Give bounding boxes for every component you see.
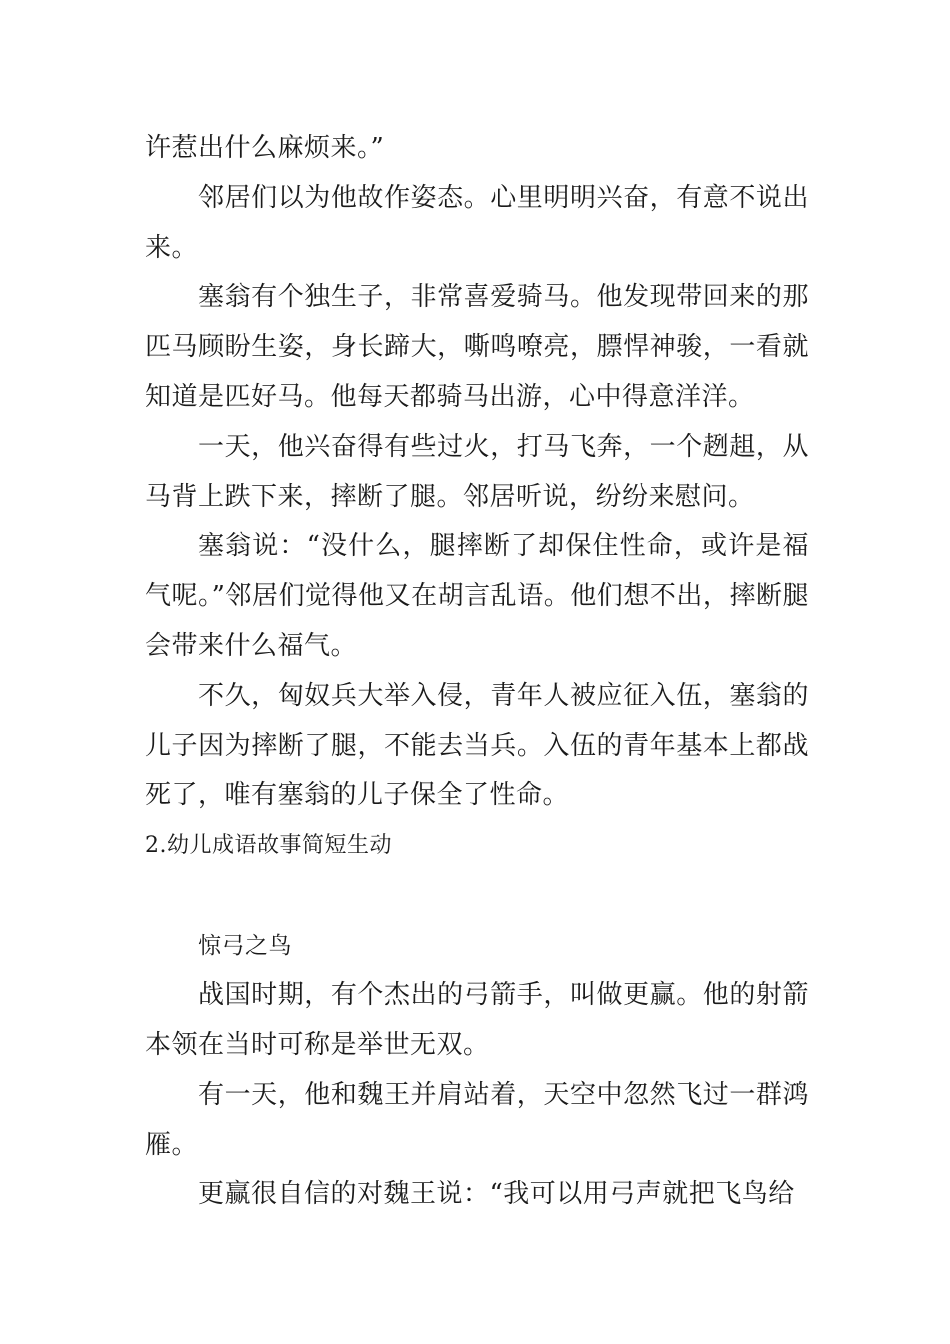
paragraph-fall-from-horse: 一天，他兴奋得有些过火，打马飞奔，一个趔趄，从马背上跌下来，摔断了腿。邻居听说，纷纷来慰问。 (145, 431, 809, 512)
paragraph-only-son-horse: 塞翁有个独生子，非常喜爱骑马。他发现带回来的那匹马顾盼生姿，身长蹄大，嘶鸣嘹亮，膘悍神骏，一看就知道是匹好马。他每天都骑马出游，心中得意洋洋。 (145, 282, 809, 412)
paragraph-geese-fly: 有一天，他和魏王并肩站着，天空中忽然飞过一群鸿雁。 (145, 1079, 809, 1160)
document-page (145, 124, 809, 1220)
paragraph-blessing-remark: 塞翁说：“没什么，腿摔断了却保住性命，或许是福气呢。”邻居们觉得他又在胡言乱语。他们想不出，摔断腿会带来什么福气。 (145, 531, 809, 661)
paragraph-confident-claim: 更赢很自信的对魏王说：“我可以用弓声就把飞鸟给 (198, 1179, 795, 1210)
section-heading: 2.幼儿成语故事简短生动 (145, 833, 392, 859)
story-title: 惊弓之鸟 (198, 933, 292, 960)
section-spacer (145, 871, 809, 922)
paragraph-archer-intro: 战国时期，有个杰出的弓箭手，叫做更赢。他的射箭本领在当时可称是举世无双。 (145, 980, 809, 1060)
paragraph-neighbors-pretense: 邻居们以为他故作姿态。心里明明兴奋，有意不说出来。 (145, 182, 809, 263)
paragraph-invasion: 不久，匈奴兵大举入侵，青年人被应征入伍，塞翁的儿子因为摔断了腿，不能去当兵。入伍的青年基本上都战死了，唯有塞翁的儿子保全了性命。 (145, 680, 809, 811)
paragraph-continuation: 许惹出什么麻烦来。” (145, 133, 385, 163)
